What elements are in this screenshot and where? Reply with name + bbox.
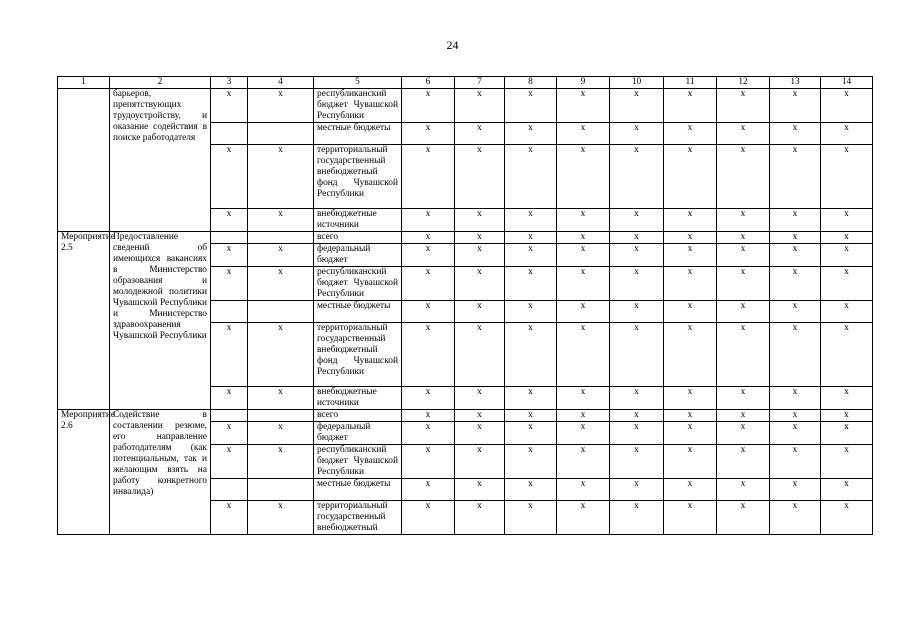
- funding-source: внебюджетные источники: [314, 387, 402, 410]
- value-cell: х: [557, 244, 610, 267]
- value-cell: х: [505, 232, 557, 244]
- col4-cell: х: [248, 209, 314, 232]
- value-cell: х: [455, 410, 505, 422]
- funding-source: республиканский бюджет Чувашской Республики: [314, 445, 402, 479]
- value-cell: х: [770, 267, 821, 301]
- col3-cell: х: [211, 145, 248, 209]
- col4-cell: [248, 232, 314, 244]
- col4-cell: [248, 479, 314, 501]
- value-cell: х: [455, 323, 505, 387]
- value-cell: х: [505, 422, 557, 445]
- col3-cell: х: [211, 387, 248, 410]
- value-cell: х: [664, 145, 717, 209]
- col3-cell: х: [211, 89, 248, 123]
- column-header: 10: [610, 77, 664, 89]
- value-cell: х: [402, 387, 455, 410]
- value-cell: х: [664, 501, 717, 535]
- value-cell: х: [505, 410, 557, 422]
- value-cell: х: [610, 501, 664, 535]
- value-cell: х: [664, 479, 717, 501]
- value-cell: х: [717, 301, 770, 323]
- value-cell: х: [455, 244, 505, 267]
- column-header: 5: [314, 77, 402, 89]
- value-cell: х: [717, 89, 770, 123]
- column-header: 4: [248, 77, 314, 89]
- col4-cell: [248, 123, 314, 145]
- funding-source: республиканский бюджет Чувашской Республики: [314, 267, 402, 301]
- funding-source: всего: [314, 410, 402, 422]
- column-header: 3: [211, 77, 248, 89]
- value-cell: х: [664, 244, 717, 267]
- value-cell: х: [557, 209, 610, 232]
- value-cell: х: [610, 422, 664, 445]
- value-cell: х: [455, 479, 505, 501]
- value-cell: х: [664, 232, 717, 244]
- value-cell: х: [402, 323, 455, 387]
- column-header: 6: [402, 77, 455, 89]
- value-cell: х: [557, 232, 610, 244]
- value-cell: х: [664, 323, 717, 387]
- col3-cell: х: [211, 267, 248, 301]
- funding-source: местные бюджеты: [314, 479, 402, 501]
- column-header: 1: [58, 77, 110, 89]
- value-cell: х: [770, 244, 821, 267]
- value-cell: х: [610, 209, 664, 232]
- value-cell: х: [610, 89, 664, 123]
- column-header: 11: [664, 77, 717, 89]
- value-cell: х: [770, 232, 821, 244]
- page-number: 24: [446, 38, 459, 52]
- col3-cell: [211, 410, 248, 422]
- col3-cell: [211, 479, 248, 501]
- value-cell: х: [505, 123, 557, 145]
- col3-cell: х: [211, 244, 248, 267]
- value-cell: х: [505, 501, 557, 535]
- program-table: [57, 76, 873, 535]
- value-cell: х: [821, 244, 873, 267]
- value-cell: х: [821, 267, 873, 301]
- column-header: 14: [821, 77, 873, 89]
- activity-label: [58, 89, 110, 232]
- value-cell: х: [717, 422, 770, 445]
- column-header: 9: [557, 77, 610, 89]
- value-cell: х: [557, 479, 610, 501]
- value-cell: х: [455, 301, 505, 323]
- value-cell: х: [664, 422, 717, 445]
- value-cell: х: [402, 479, 455, 501]
- funding-source: федеральный бюджет: [314, 244, 402, 267]
- table-body: [58, 77, 873, 535]
- value-cell: х: [664, 410, 717, 422]
- funding-source: республиканский бюджет Чувашской Республики: [314, 89, 402, 123]
- value-cell: х: [717, 501, 770, 535]
- col4-cell: х: [248, 89, 314, 123]
- col4-cell: [248, 301, 314, 323]
- value-cell: х: [717, 410, 770, 422]
- value-cell: х: [821, 209, 873, 232]
- value-cell: х: [557, 123, 610, 145]
- value-cell: х: [505, 244, 557, 267]
- value-cell: х: [821, 387, 873, 410]
- col4-cell: х: [248, 267, 314, 301]
- value-cell: х: [505, 145, 557, 209]
- value-cell: х: [557, 323, 610, 387]
- value-cell: х: [717, 209, 770, 232]
- value-cell: х: [664, 301, 717, 323]
- value-cell: х: [402, 267, 455, 301]
- value-cell: х: [455, 123, 505, 145]
- col4-cell: х: [248, 387, 314, 410]
- value-cell: х: [402, 145, 455, 209]
- value-cell: х: [455, 209, 505, 232]
- value-cell: х: [664, 387, 717, 410]
- value-cell: х: [770, 387, 821, 410]
- value-cell: х: [770, 501, 821, 535]
- value-cell: х: [770, 145, 821, 209]
- value-cell: х: [402, 410, 455, 422]
- table-row: [58, 410, 873, 422]
- column-header: 13: [770, 77, 821, 89]
- col4-cell: х: [248, 445, 314, 479]
- value-cell: х: [770, 209, 821, 232]
- value-cell: х: [455, 422, 505, 445]
- value-cell: х: [505, 445, 557, 479]
- column-header: 7: [455, 77, 505, 89]
- value-cell: х: [505, 479, 557, 501]
- col3-cell: х: [211, 501, 248, 535]
- value-cell: х: [717, 479, 770, 501]
- value-cell: х: [557, 501, 610, 535]
- value-cell: х: [717, 387, 770, 410]
- value-cell: х: [455, 89, 505, 123]
- col3-cell: [211, 232, 248, 244]
- value-cell: х: [402, 422, 455, 445]
- funding-source: территориальный государственный внебюджетный фонд Чувашской Республики: [314, 145, 402, 209]
- value-cell: х: [610, 479, 664, 501]
- activity-label: Мероприятие 2.5: [58, 232, 110, 410]
- funding-source: территориальный государственный внебюджетный фонд Чувашской Республики: [314, 323, 402, 387]
- value-cell: х: [664, 123, 717, 145]
- value-cell: х: [610, 232, 664, 244]
- value-cell: х: [455, 232, 505, 244]
- value-cell: х: [717, 323, 770, 387]
- column-header: 12: [717, 77, 770, 89]
- col4-cell: [248, 410, 314, 422]
- value-cell: х: [770, 301, 821, 323]
- col4-cell: х: [248, 244, 314, 267]
- value-cell: х: [505, 323, 557, 387]
- value-cell: х: [402, 301, 455, 323]
- col4-cell: х: [248, 501, 314, 535]
- value-cell: х: [505, 301, 557, 323]
- table-row: [58, 232, 873, 244]
- col3-cell: х: [211, 422, 248, 445]
- funding-source: внебюджетные источники: [314, 209, 402, 232]
- activity-label: Мероприятие 2.6: [58, 410, 110, 535]
- value-cell: х: [610, 387, 664, 410]
- col4-cell: х: [248, 323, 314, 387]
- value-cell: х: [505, 267, 557, 301]
- value-cell: х: [664, 445, 717, 479]
- value-cell: х: [402, 232, 455, 244]
- value-cell: х: [402, 123, 455, 145]
- value-cell: х: [717, 244, 770, 267]
- value-cell: х: [821, 410, 873, 422]
- value-cell: х: [610, 244, 664, 267]
- value-cell: х: [455, 387, 505, 410]
- value-cell: х: [455, 267, 505, 301]
- value-cell: х: [455, 145, 505, 209]
- column-header: 2: [110, 77, 211, 89]
- value-cell: х: [402, 89, 455, 123]
- value-cell: х: [717, 232, 770, 244]
- value-cell: х: [770, 123, 821, 145]
- value-cell: х: [505, 387, 557, 410]
- value-cell: х: [402, 501, 455, 535]
- table-row: [58, 89, 873, 123]
- funding-source: местные бюджеты: [314, 301, 402, 323]
- value-cell: х: [610, 267, 664, 301]
- value-cell: х: [557, 301, 610, 323]
- value-cell: х: [770, 422, 821, 445]
- col4-cell: х: [248, 145, 314, 209]
- value-cell: х: [610, 301, 664, 323]
- funding-source: местные бюджеты: [314, 123, 402, 145]
- value-cell: х: [717, 145, 770, 209]
- value-cell: х: [821, 145, 873, 209]
- col3-cell: [211, 301, 248, 323]
- value-cell: х: [610, 145, 664, 209]
- value-cell: х: [770, 479, 821, 501]
- funding-source: всего: [314, 232, 402, 244]
- value-cell: х: [557, 445, 610, 479]
- value-cell: х: [821, 501, 873, 535]
- value-cell: х: [821, 422, 873, 445]
- activity-description: Содействие в составлении резюме, его направление работодателям (как потенциальным, так и желающим взять на работу конкретного инвалида): [110, 410, 211, 535]
- header-row: [58, 77, 873, 89]
- value-cell: х: [557, 422, 610, 445]
- funding-source: территориальный государственный внебюджетный: [314, 501, 402, 535]
- value-cell: х: [557, 145, 610, 209]
- value-cell: х: [557, 410, 610, 422]
- col3-cell: х: [211, 445, 248, 479]
- value-cell: х: [505, 89, 557, 123]
- value-cell: х: [455, 445, 505, 479]
- col4-cell: х: [248, 422, 314, 445]
- activity-description: Предоставление сведений об имеющихся вакансиях в Министерство образования и молодежной политики Чувашской Республики и Министерство здравоохранения Чувашской Республики: [110, 232, 211, 410]
- value-cell: х: [821, 89, 873, 123]
- value-cell: х: [717, 267, 770, 301]
- value-cell: х: [557, 89, 610, 123]
- value-cell: х: [664, 89, 717, 123]
- value-cell: х: [610, 123, 664, 145]
- col3-cell: х: [211, 209, 248, 232]
- col3-cell: х: [211, 323, 248, 387]
- col3-cell: [211, 123, 248, 145]
- value-cell: х: [505, 209, 557, 232]
- activity-description: барьеров, препятствующих трудоустройству, и оказание содействия в поиске работодателя: [110, 89, 211, 232]
- funding-source: федеральный бюджет: [314, 422, 402, 445]
- value-cell: х: [821, 479, 873, 501]
- value-cell: х: [610, 410, 664, 422]
- value-cell: х: [402, 209, 455, 232]
- value-cell: х: [664, 209, 717, 232]
- value-cell: х: [610, 323, 664, 387]
- value-cell: х: [821, 123, 873, 145]
- value-cell: х: [821, 232, 873, 244]
- value-cell: х: [557, 267, 610, 301]
- column-header: 8: [505, 77, 557, 89]
- value-cell: х: [664, 267, 717, 301]
- value-cell: х: [770, 445, 821, 479]
- value-cell: х: [557, 387, 610, 410]
- value-cell: х: [717, 123, 770, 145]
- value-cell: х: [821, 301, 873, 323]
- value-cell: х: [402, 244, 455, 267]
- value-cell: х: [770, 89, 821, 123]
- value-cell: х: [455, 501, 505, 535]
- value-cell: х: [402, 445, 455, 479]
- value-cell: х: [717, 445, 770, 479]
- value-cell: х: [770, 410, 821, 422]
- value-cell: х: [770, 323, 821, 387]
- value-cell: х: [610, 445, 664, 479]
- value-cell: х: [821, 445, 873, 479]
- value-cell: х: [821, 323, 873, 387]
